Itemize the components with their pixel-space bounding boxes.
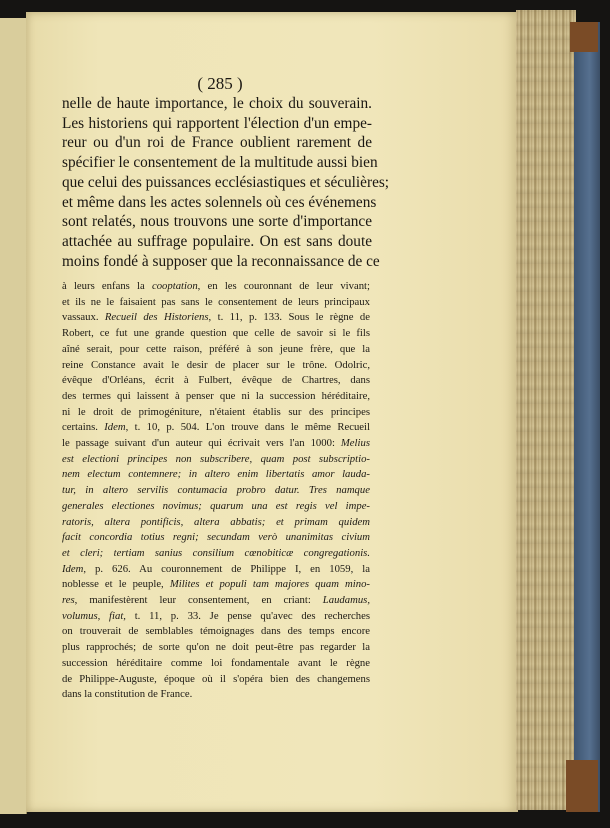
footnote-span: on trouverait de semblables témoignages dans des temps encore bbox=[62, 625, 370, 638]
footnote-line bbox=[62, 562, 370, 578]
footnote-span: succession héréditaire comme loi fondamentale avant le règne bbox=[62, 656, 370, 669]
footnote-line bbox=[62, 515, 370, 531]
footnote-line bbox=[62, 672, 370, 688]
footnote-span: noblesse et le peuple, bbox=[62, 578, 170, 591]
footnote-italic-span: et cleri; tertiam sanius consilium cœnobiticæ congregationis. bbox=[62, 546, 370, 559]
footnote-italic-span: Milites et populi tam majores quam mino- bbox=[169, 578, 370, 591]
main-line: moins fondé à supposer que la reconnaissance de ce bbox=[62, 252, 380, 270]
footnote-line bbox=[62, 499, 370, 515]
footnote-span: évêque d'Orléans, écrit à Fulbert, évêque de Chartres, dans bbox=[62, 374, 370, 387]
footnote-italic-span: volumus, fiat bbox=[62, 609, 124, 622]
footnote-italic-span: facit concordia totius regni; secundam verò unanimitas civium bbox=[62, 531, 370, 544]
footnote-line bbox=[62, 624, 370, 640]
footnote-line bbox=[62, 452, 370, 468]
footnote-italic-span: Melius bbox=[340, 437, 370, 450]
footnote-span: reine Constance avait le desir de placer sur le trône. Odolric, bbox=[62, 358, 370, 371]
footnote-italic-span: Idem bbox=[62, 562, 84, 575]
footnote-line bbox=[62, 593, 370, 609]
footnote-line bbox=[62, 279, 370, 295]
main-line: attachée au suffrage populaire. On est sans doute bbox=[62, 232, 372, 250]
footnote-line bbox=[62, 546, 370, 562]
footnote-line bbox=[62, 295, 370, 311]
footnote-span: Robert, ce fut une grande question que celle de savoir si le fils bbox=[62, 327, 370, 340]
footnote-line bbox=[62, 342, 370, 358]
main-text bbox=[62, 94, 390, 271]
footnote-line bbox=[62, 656, 370, 672]
footnote-span: le passage suivant d'un auteur qui écrivait vers l'an 1000: bbox=[62, 437, 341, 450]
footnote-span: certains. bbox=[62, 421, 105, 434]
footnote-line bbox=[62, 405, 370, 421]
footnote-italic-span: Laudamus, bbox=[322, 594, 370, 607]
footnote-line bbox=[62, 483, 370, 499]
main-line: reur ou d'un roi de France oublient rarement de bbox=[62, 134, 372, 152]
footnote-italic-span: cooptation bbox=[151, 280, 198, 292]
footnote-line bbox=[62, 640, 370, 656]
footnote-span: , t. 11, p. 133. Sous le règne de bbox=[208, 311, 370, 324]
footnote-text bbox=[62, 279, 370, 703]
page-block-edges bbox=[516, 10, 576, 810]
footnote-line bbox=[62, 389, 370, 405]
footnote-italic-span: ratoris, altera pontificis, altera abbatis; et primam quidem bbox=[62, 515, 370, 528]
footnote-span: , en les couronnant de leur vivant; bbox=[197, 280, 370, 292]
footnote-line bbox=[62, 358, 370, 374]
footnote-line bbox=[62, 326, 370, 342]
main-line: que celui des puissances ecclésiastiques et séculières; bbox=[62, 173, 390, 191]
main-line: Les historiens qui rapportent l'élection d'un empe- bbox=[62, 114, 372, 132]
footnote-line bbox=[62, 467, 370, 483]
page-number: ( 285 ) bbox=[197, 74, 243, 93]
footnote-span: aîné serait, pour cette raison, préféré à son jeune frère, que la bbox=[62, 342, 370, 355]
footnote-span: plus rapprochés; de sorte qu'on ne doit peut-être pas regarder la bbox=[62, 641, 370, 654]
footnote-line bbox=[62, 373, 370, 389]
footnote-italic-span: nem electum contemnere; in altero enim libertatis amor lauda- bbox=[62, 468, 370, 481]
footnote-span: de Philippe-Auguste, époque où il s'opéra bien des changemens bbox=[62, 672, 370, 685]
book-cover bbox=[574, 22, 600, 812]
footnote-line bbox=[62, 609, 370, 625]
footnote-span: , t. 11, p. 33. Je pense qu'avec des recherches bbox=[123, 609, 370, 622]
footnote-span: vassaux. bbox=[62, 311, 105, 324]
footnote-span: et ils ne le faisaient pas sans le consentement de leurs principaux bbox=[62, 295, 370, 308]
main-line: spécifier le consentement de la multitude aussi bien bbox=[62, 154, 378, 172]
footnote-italic-span: res bbox=[62, 594, 75, 607]
footnote-line bbox=[62, 530, 370, 546]
footnote-italic-span: tur, in altero servilis contumacia probro datur. Tres namque bbox=[62, 484, 370, 497]
footnote-span: à leurs enfans la bbox=[62, 280, 152, 292]
footnote-line bbox=[62, 310, 370, 326]
cover-corner-top bbox=[570, 22, 598, 52]
footnote-span: , p. 626. Au couronnement de Philippe I, en 1059, la bbox=[83, 562, 370, 575]
footnote-italic-span: est electioni principes non subscribere, quam post subscriptio- bbox=[62, 452, 370, 465]
cover-corner-bottom bbox=[566, 760, 598, 812]
footnote-span: dans la constitution de France. bbox=[62, 688, 193, 701]
footnote-span: , manifestèrent leur consentement, en criant: bbox=[74, 594, 323, 607]
facing-page-edge bbox=[0, 18, 27, 814]
footnote-line bbox=[62, 687, 370, 703]
footnote-line bbox=[62, 436, 370, 452]
footnote-line bbox=[62, 420, 370, 436]
footnote-span: , t. 10, p. 504. L'on trouve dans le même Recueil bbox=[125, 421, 370, 434]
footnote-italic-span: generales electiones novimus; quarum una est regis vel impe- bbox=[62, 499, 370, 512]
footnote-line bbox=[62, 577, 370, 593]
main-line: nelle de haute importance, le choix du souverain. bbox=[62, 95, 372, 112]
footnote-italic-span: Idem bbox=[104, 421, 126, 434]
footnote-span: des termes qui laissent à penser que ni la succession héréditaire, bbox=[62, 389, 370, 402]
footnote-span: ni le droit de primogéniture, n'étaient établis sur des principes bbox=[62, 405, 370, 418]
footnote-italic-span: Recueil des Historiens bbox=[104, 311, 209, 324]
main-line: et même dans les actes solennels où ces événemens bbox=[62, 193, 377, 211]
main-line: sont relatés, nous trouvons une sorte d'importance bbox=[62, 213, 372, 231]
